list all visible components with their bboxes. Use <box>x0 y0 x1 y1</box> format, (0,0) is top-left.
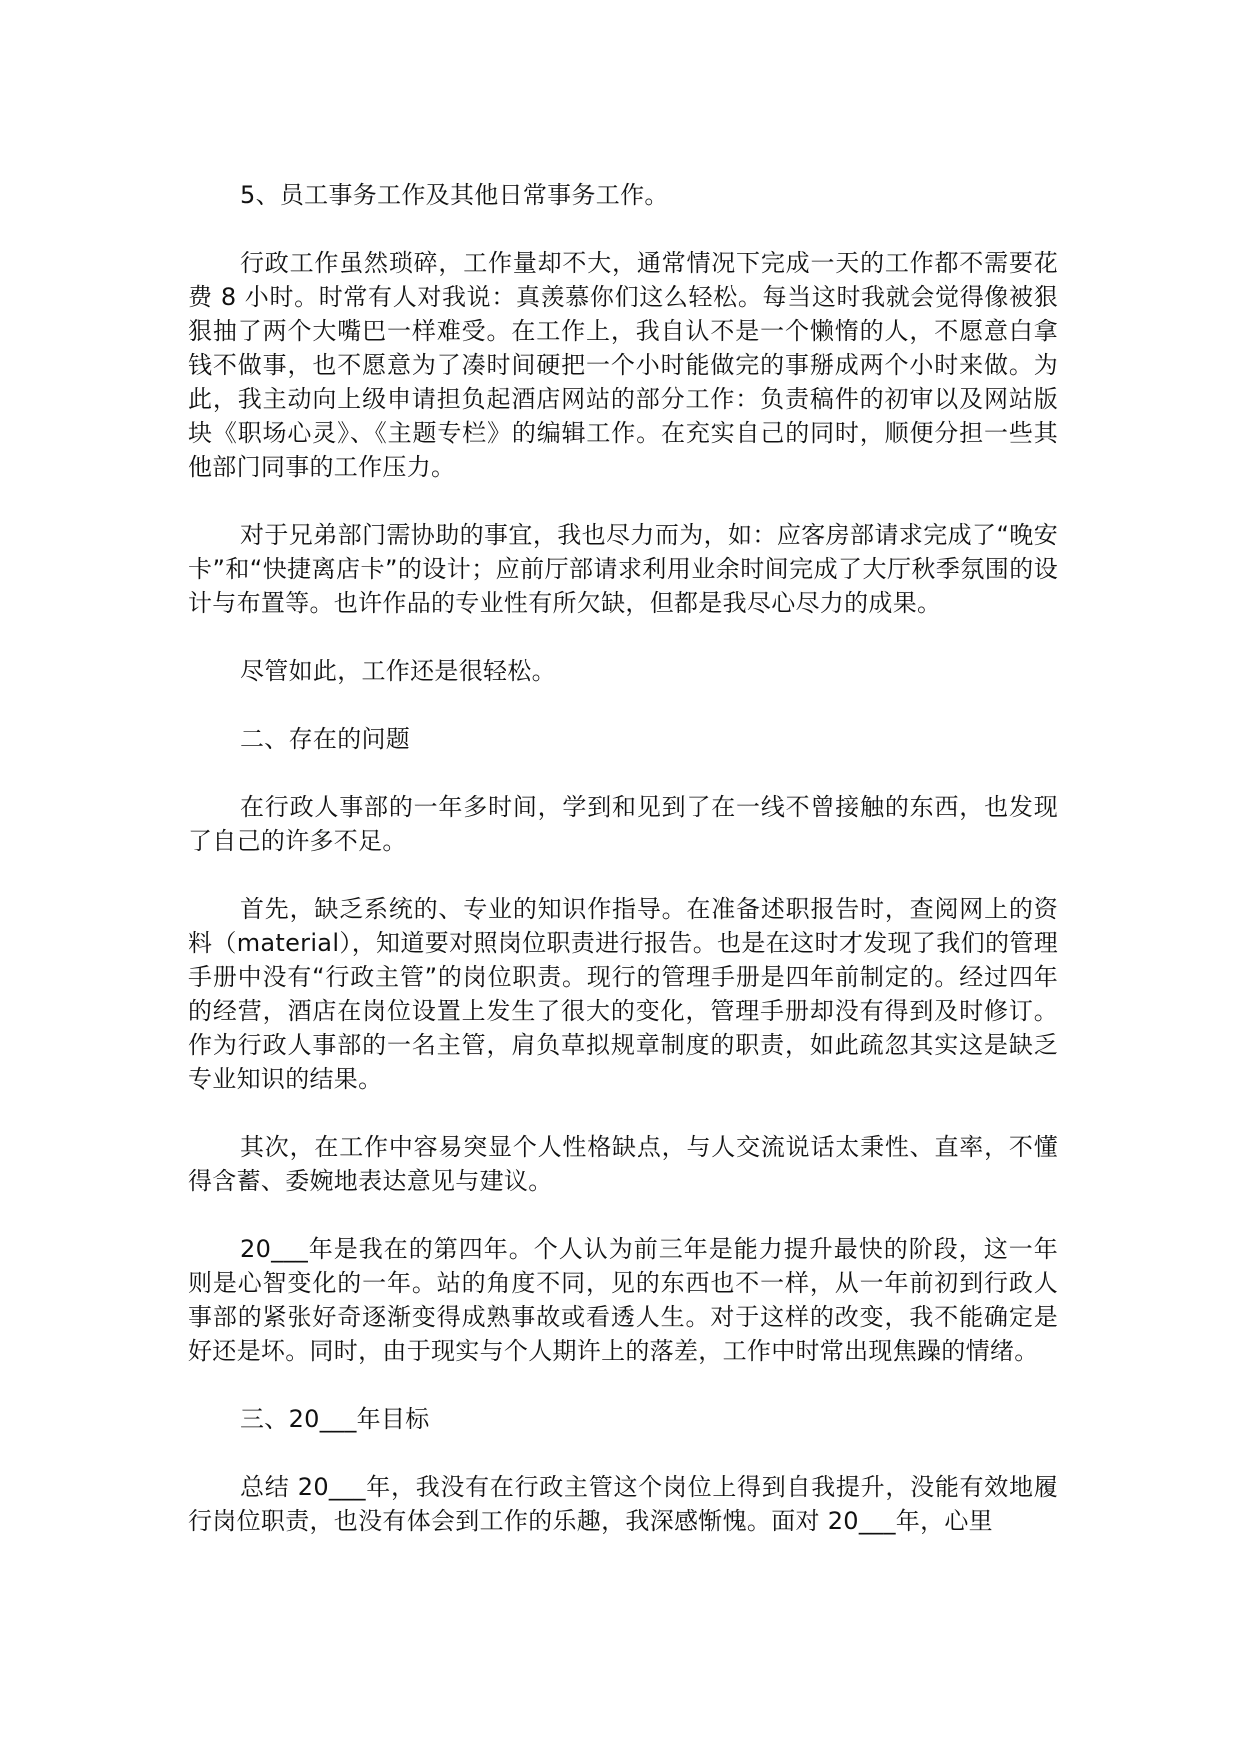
paragraph-admin-workload: 行政工作虽然琐碎，工作量却不大，通常情况下完成一天的工作都不需要花费 8 小时。时常有人对我说：真羡慕你们这么轻松。每当这时我就会觉得像被狠狠抽了两个大嘴巴一样难受。在工作上，我自认不是一个懒惰的人，不愿意白拿钱不做事，也不愿意为了凑时间硬把一个小时能做完的事掰成两个小时来做。为此，我主动向上级申请担负起酒店网站的部分工作：负责稿件的初审以及网站版块《职场心灵》、《主题专栏》的编辑工作。在充实自己的同时，顺便分担一些其他部门同事的工作压力。 <box>188 249 1058 481</box>
paragraph-year-summary: 总结 20___年，我没有在行政主管这个岗位上得到自我提升，没能有效地履行岗位职责，也没有体会到工作的乐趣，我深感惭愧。面对 20___年，心里 <box>188 1473 1058 1535</box>
section-heading-problems: 二、存在的问题 <box>240 725 411 753</box>
paragraph-work-easy: 尽管如此，工作还是很轻松。 <box>240 657 556 685</box>
paragraph-employee-affairs: 5、员工事务工作及其他日常事务工作。 <box>240 181 669 209</box>
paragraph-fourth-year: 20___年是我在的第四年。个人认为前三年是能力提升最快的阶段，这一年则是心智变化的一年。站的角度不同，见的东西也不一样，从一年前初到行政人事部的紧张好奇逐渐变得成熟事故或看透人生。对于这样的改变，我不能确定是好还是坏。同时，由于现实与个人期许上的落差，工作中时常出现焦躁的情绪。 <box>188 1235 1058 1365</box>
section-heading-goals: 三、20___年目标 <box>240 1405 430 1433</box>
paragraph-personality-flaws: 其次，在工作中容易突显个人性格缺点，与人交流说话太秉性、直率，不懂得含蓄、委婉地表达意见与建议。 <box>188 1133 1058 1195</box>
paragraph-shortcomings-intro: 在行政人事部的一年多时间，学到和见到了在一线不曾接触的东西，也发现了自己的许多不足。 <box>188 793 1058 855</box>
document-body <box>188 178 1058 1572</box>
paragraph-lack-of-knowledge: 首先，缺乏系统的、专业的知识作指导。在准备述职报告时，查阅网上的资料（material），知道要对照岗位职责进行报告。也是在这时才发现了我们的管理手册中没有“行政主管”的岗位职责。现行的管理手册是四年前制定的。经过四年的经营，酒店在岗位设置上发生了很大的变化，管理手册却没有得到及时修订。作为行政人事部的一名主管，肩负草拟规章制度的职责，如此疏忽其实这是缺乏专业知识的结果。 <box>188 895 1058 1093</box>
paragraph-department-assistance: 对于兄弟部门需协助的事宜，我也尽力而为，如：应客房部请求完成了“晚安卡”和“快捷离店卡”的设计；应前厅部请求利用业余时间完成了大厅秋季氛围的设计与布置等。也许作品的专业性有所欠缺，但都是我尽心尽力的成果。 <box>188 521 1058 617</box>
